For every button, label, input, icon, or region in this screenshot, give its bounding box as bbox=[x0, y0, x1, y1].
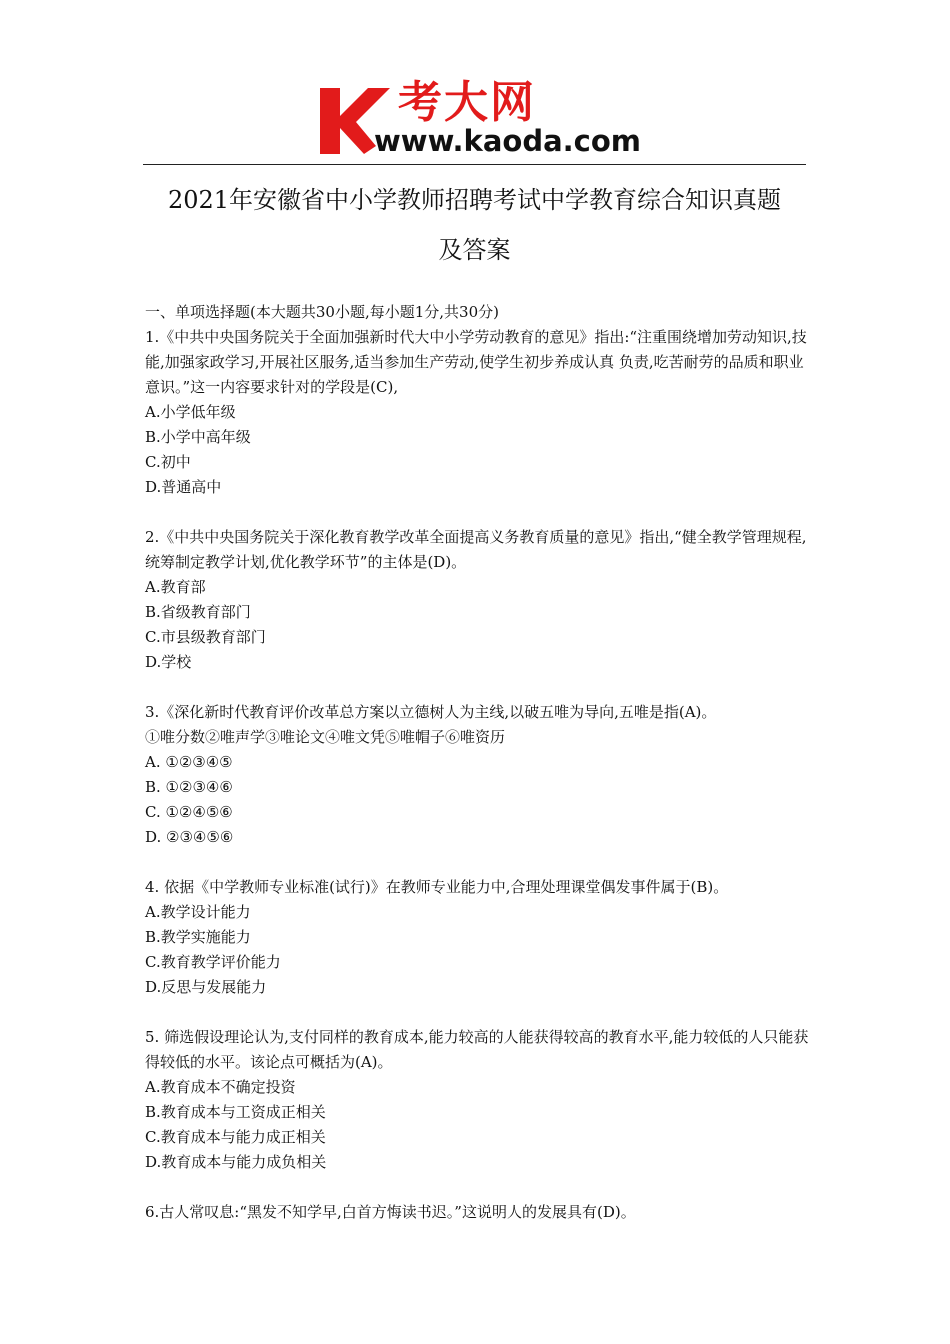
answer-option: A.教学设计能力 bbox=[145, 903, 251, 921]
answer-option: D. ②③④⑤⑥ bbox=[145, 828, 234, 846]
answer-option: C.教育成本与能力成正相关 bbox=[145, 1128, 326, 1146]
question-text: 5. 筛选假设理论认为,支付同样的教育成本,能力较高的人能获得较高的教育水平,能力较低的人只能获得较低的水平。该论点可概括为(A)。 bbox=[145, 1028, 809, 1071]
question-list bbox=[145, 325, 810, 1225]
question-text: 3.《深化新时代教育评价改革总方案以立德树人为主线,以破五唯为导向,五唯是指(A)。 bbox=[145, 703, 717, 721]
answer-option: B.教学实施能力 bbox=[145, 928, 251, 946]
answer-option: C.教育教学评价能力 bbox=[145, 953, 281, 971]
answer-option: D.学校 bbox=[145, 653, 192, 671]
question-item bbox=[145, 1200, 810, 1225]
document-body bbox=[145, 300, 810, 1225]
answer-option: D.普通高中 bbox=[145, 478, 222, 496]
answer-option: D.反思与发展能力 bbox=[145, 978, 267, 996]
answer-option: B.省级教育部门 bbox=[145, 603, 251, 621]
answer-option: D.教育成本与能力成负相关 bbox=[145, 1153, 327, 1171]
kaoda-logo bbox=[316, 78, 646, 160]
question-item bbox=[145, 875, 810, 1000]
section-heading: 一、单项选择题(本大题共30小题,每小题1分,共30分) bbox=[145, 303, 499, 321]
answer-option: C. ①②④⑤⑥ bbox=[145, 803, 233, 821]
answer-option: C.初中 bbox=[145, 453, 191, 471]
answer-option: B.教育成本与工资成正相关 bbox=[145, 1103, 326, 1121]
answer-option: A.小学低年级 bbox=[145, 403, 236, 421]
document-title-line1: 2021年安徽省中小学教师招聘考试中学教育综合知识真题 bbox=[167, 186, 782, 214]
question-text: 2.《中共中央国务院关于深化教育教学改革全面提高义务教育质量的意见》指出,“健全教学管理规程,统筹制定教学计划,优化教学环节”的主体是(D)。 bbox=[145, 528, 807, 571]
question-item bbox=[145, 325, 810, 500]
answer-option: B. ①②③④⑥ bbox=[145, 778, 233, 796]
brand-url: www.kaoda.com bbox=[374, 124, 641, 158]
answer-option: C.市县级教育部门 bbox=[145, 628, 266, 646]
answer-option: A.教育成本不确定投资 bbox=[145, 1078, 296, 1096]
question-text: 1.《中共中央国务院关于全面加强新时代大中小学劳动教育的意见》指出:“注重围绕增加劳动知识,技能,加强家政学习,开展社区服务,适当参加生产劳动,使学生初步养成认真 负责,吃苦耐劳的品质和职业意识。”这一内容要求针对的学段是(C), bbox=[145, 328, 807, 396]
answer-option: B.小学中高年级 bbox=[145, 428, 251, 446]
answer-option: A. ①②③④⑤ bbox=[145, 753, 233, 771]
question-item bbox=[145, 700, 810, 850]
question-statements: ①唯分数②唯声学③唯论文④唯文凭⑤唯帽子⑥唯资历 bbox=[145, 728, 506, 746]
answer-option: A.教育部 bbox=[145, 578, 206, 596]
question-text: 6.古人常叹息:“黑发不知学早,白首方悔读书迟。”这说明人的发展具有(D)。 bbox=[145, 1203, 636, 1221]
header-divider bbox=[143, 164, 806, 165]
question-text: 4. 依据《中学教师专业标准(试行)》在教师专业能力中,合理处理课堂偶发事件属于(B)。 bbox=[145, 878, 729, 896]
question-item bbox=[145, 525, 810, 675]
document-title-line2: 及答案 bbox=[438, 236, 511, 264]
brand-name: 考大网 bbox=[398, 77, 536, 128]
question-item bbox=[145, 1025, 810, 1175]
